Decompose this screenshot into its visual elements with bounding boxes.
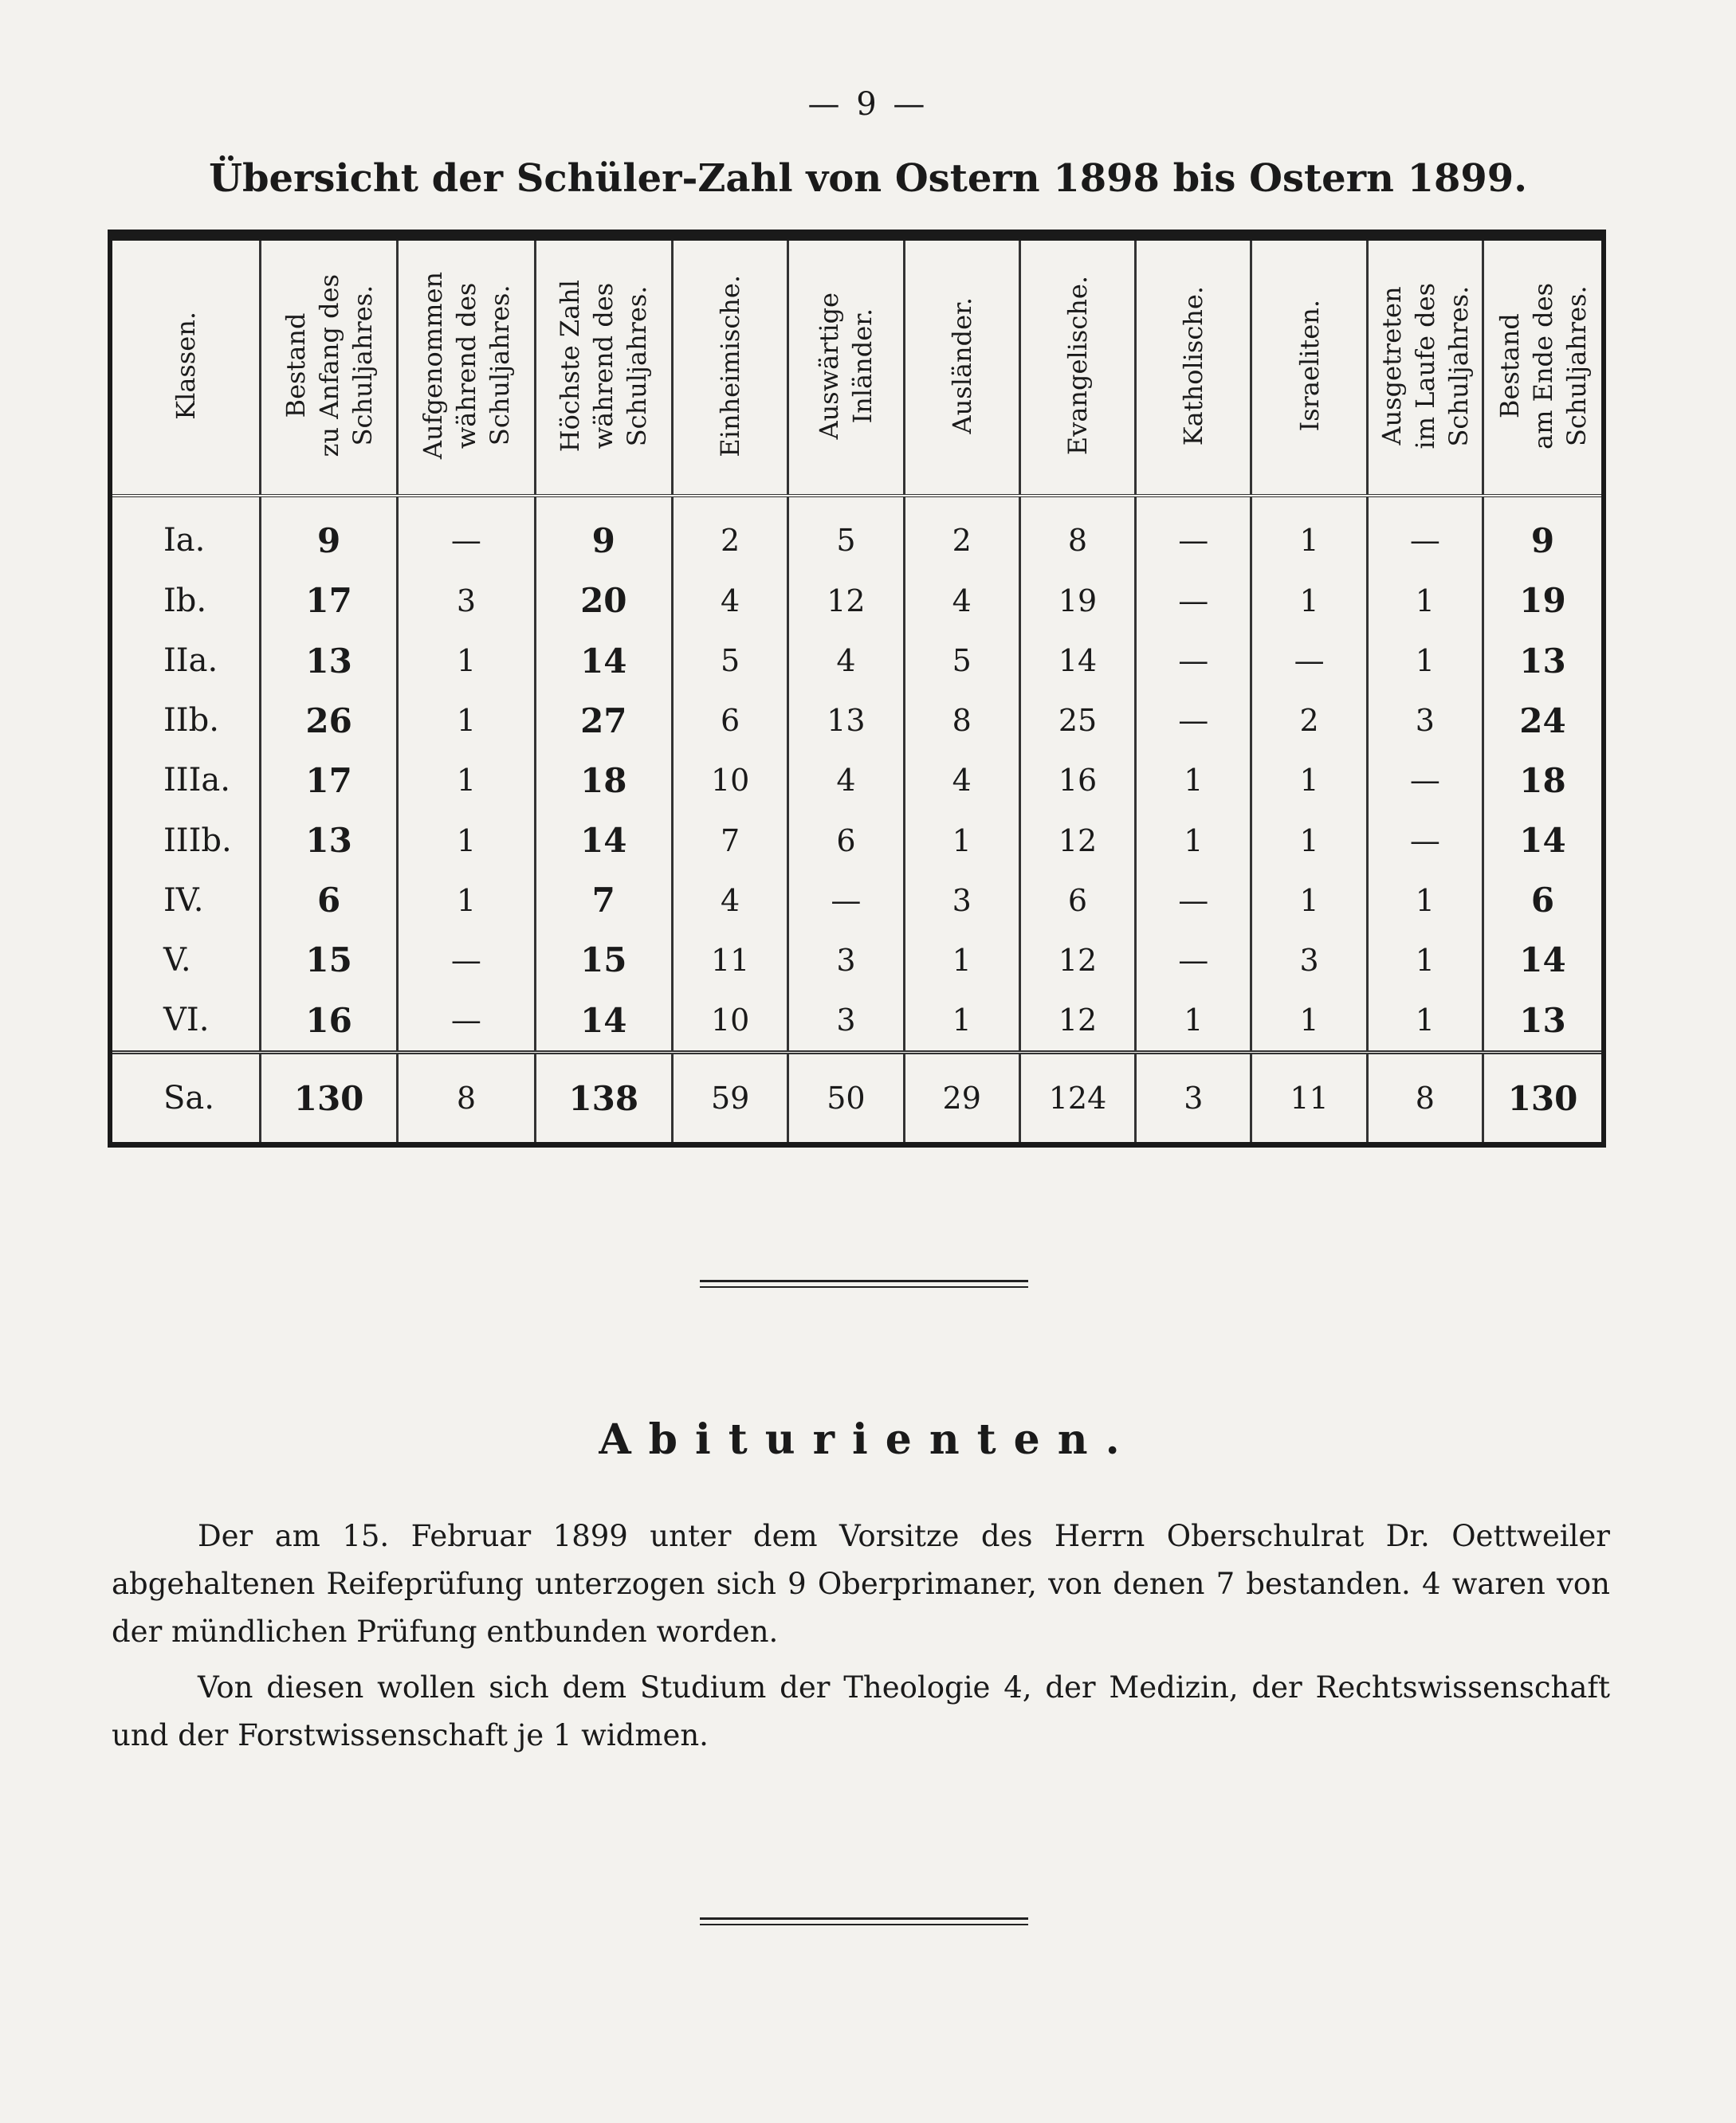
- table-row: [112, 751, 1601, 810]
- total-cell: 59: [672, 1053, 787, 1143]
- table-cell: —: [1136, 691, 1251, 751]
- table-cell: 13: [260, 810, 397, 870]
- table-cell: 18: [1483, 751, 1601, 810]
- table-row: [112, 930, 1601, 990]
- table-cell: 1: [1251, 751, 1367, 810]
- table-cell: 14: [535, 991, 672, 1053]
- header-label: Ausländer.: [946, 297, 977, 434]
- student-count-table: [108, 230, 1606, 1148]
- table-cell: 12: [788, 571, 904, 630]
- table-cell: —: [1136, 630, 1251, 690]
- table-cell: —: [1367, 751, 1483, 810]
- table-cell: 1: [1367, 870, 1483, 930]
- class-name-cell: IIa.: [163, 642, 218, 680]
- total-row: [112, 1053, 1601, 1143]
- table-cell: 17: [260, 751, 397, 810]
- table-cell: 8: [1019, 496, 1135, 571]
- header-label: Bestand zu Anfang des Schuljahres.: [280, 274, 378, 457]
- table-cell: 3: [788, 930, 904, 990]
- table-cell: 6: [788, 810, 904, 870]
- table-row: [112, 870, 1601, 930]
- table-cell: 9: [535, 496, 672, 571]
- table-row: [112, 496, 1601, 571]
- table-row: [112, 691, 1601, 751]
- table-cell: 15: [535, 930, 672, 990]
- table-cell: —: [1136, 930, 1251, 990]
- table-row: [112, 571, 1601, 630]
- table-cell: —: [1136, 571, 1251, 630]
- table-cell: 5: [672, 630, 787, 690]
- header-label: Ausgetreten im Laufe des Schuljahres.: [1376, 282, 1474, 449]
- table-cell: 10: [672, 751, 787, 810]
- total-label-cell: Sa.: [112, 1053, 260, 1143]
- table-cell: 20: [535, 571, 672, 630]
- class-name-cell: IIIb.: [163, 822, 232, 859]
- header-cell: [788, 241, 904, 496]
- header-label: Auswärtige Inländer.: [814, 292, 878, 440]
- total-cell: 130: [1483, 1053, 1601, 1143]
- table-cell: —: [1251, 630, 1367, 690]
- table-cell: 24: [1483, 691, 1601, 751]
- table-cell: —: [788, 870, 904, 930]
- table-cell: 1: [398, 691, 535, 751]
- table-cell: 1: [1251, 810, 1367, 870]
- total-cell: 3: [1136, 1053, 1251, 1143]
- table-cell: 2: [1251, 691, 1367, 751]
- header-cell: [1136, 241, 1251, 496]
- header-cell: [398, 241, 535, 496]
- table-cell: 14: [1483, 930, 1601, 990]
- table-cell: 7: [535, 870, 672, 930]
- table-cell: 16: [1019, 751, 1135, 810]
- table-row: [112, 810, 1601, 870]
- table-cell: 1: [1136, 991, 1251, 1053]
- table-cell: 27: [535, 691, 672, 751]
- class-name-cell: VI.: [163, 1002, 210, 1039]
- table-cell: —: [1136, 496, 1251, 571]
- table-cell: —: [1136, 870, 1251, 930]
- header-cell: [260, 241, 397, 496]
- table-cell: 1: [398, 870, 535, 930]
- table-cell: 5: [788, 496, 904, 571]
- page-number: — 9 —: [807, 86, 929, 123]
- table-cell: 1: [1367, 571, 1483, 630]
- header-row: [112, 241, 1601, 496]
- table-cell: 3: [1367, 691, 1483, 751]
- total-cell: 29: [904, 1053, 1019, 1143]
- header-cell: [1483, 241, 1601, 496]
- table-cell: 4: [904, 571, 1019, 630]
- abiturienten-paragraph-1: Der am 15. Februar 1899 unter dem Vorsitze des Herrn Oberschulrat Dr. Oettweiler abgehaltenen Reifeprüfung unterzogen sich 9 Oberprimaner, von denen 7 bestanden. 4 waren von der mündlichen Prüfung entbunden worden.: [112, 1519, 1610, 1649]
- total-cell: 130: [260, 1053, 397, 1143]
- abiturienten-paragraph-2: Von diesen wollen sich dem Studium der Theologie 4, der Medizin, der Rechtswissenschaft und der Forstwissenschaft je 1 widmen.: [112, 1670, 1610, 1752]
- table-cell: 16: [260, 991, 397, 1053]
- table-cell: 13: [1483, 630, 1601, 690]
- table-cell: 1: [1367, 991, 1483, 1053]
- table-cell: 5: [904, 630, 1019, 690]
- table-cell: 3: [904, 870, 1019, 930]
- table-cell: 14: [1019, 630, 1135, 690]
- table-cell: 15: [260, 930, 397, 990]
- class-name-cell: IIIa.: [163, 762, 230, 799]
- total-cell: 124: [1019, 1053, 1135, 1143]
- table-cell: 4: [672, 571, 787, 630]
- total-cell: 11: [1251, 1053, 1367, 1143]
- header-label: Bestand am Ende des Schuljahres.: [1494, 282, 1592, 449]
- table-cell: —: [398, 496, 535, 571]
- table-cell: 14: [535, 810, 672, 870]
- table-cell: 11: [672, 930, 787, 990]
- divider-rule: [700, 1280, 1028, 1288]
- table-cell: 1: [1251, 991, 1367, 1053]
- header-label: Klassen.: [170, 312, 201, 420]
- table-cell: 4: [788, 751, 904, 810]
- table-cell: 2: [672, 496, 787, 571]
- table-cell: 13: [788, 691, 904, 751]
- table-cell: —: [398, 991, 535, 1053]
- table-cell: —: [398, 930, 535, 990]
- header-cell: [1367, 241, 1483, 496]
- table-cell: 6: [672, 691, 787, 751]
- table-cell: 3: [1251, 930, 1367, 990]
- total-cell: 8: [1367, 1053, 1483, 1143]
- table-title: Übersicht der Schüler-Zahl von Ostern 1898 bis Ostern 1899.: [209, 156, 1527, 201]
- class-name-cell: IIb.: [163, 702, 219, 740]
- table-cell: 4: [788, 630, 904, 690]
- class-name-cell: Ia.: [163, 522, 206, 559]
- table-cell: 12: [1019, 930, 1135, 990]
- table-cell: 10: [672, 991, 787, 1053]
- table-cell: 14: [1483, 810, 1601, 870]
- total-cell: 50: [788, 1053, 904, 1143]
- table-cell: 1: [1251, 870, 1367, 930]
- table-cell: 1: [1367, 630, 1483, 690]
- table-row: [112, 991, 1601, 1053]
- table-cell: 14: [535, 630, 672, 690]
- table-cell: 4: [904, 751, 1019, 810]
- header-cell: [535, 241, 672, 496]
- table-body: [112, 496, 1601, 1053]
- table-cell: 1: [904, 930, 1019, 990]
- header-label: Israeliten.: [1294, 300, 1325, 432]
- header-label: Katholische.: [1178, 285, 1209, 446]
- table-cell: 4: [672, 870, 787, 930]
- table-cell: 6: [1483, 870, 1601, 930]
- table-cell: 8: [904, 691, 1019, 751]
- table-cell: 13: [1483, 991, 1601, 1053]
- table-cell: 18: [535, 751, 672, 810]
- table-cell: 1: [904, 810, 1019, 870]
- table-cell: 2: [904, 496, 1019, 571]
- table-cell: 1: [398, 810, 535, 870]
- total-cell: 138: [535, 1053, 672, 1143]
- table-cell: 19: [1483, 571, 1601, 630]
- class-name-cell: Ib.: [163, 582, 207, 619]
- divider-rule: [700, 1917, 1028, 1925]
- table-cell: 1: [904, 991, 1019, 1053]
- class-name-cell: IV.: [163, 881, 204, 919]
- table-cell: 1: [1367, 930, 1483, 990]
- table-cell: 7: [672, 810, 787, 870]
- table-row: [112, 630, 1601, 690]
- table-cell: 9: [260, 496, 397, 571]
- table-cell: —: [1367, 810, 1483, 870]
- table-cell: 13: [260, 630, 397, 690]
- header-label: Evangelische.: [1062, 276, 1093, 456]
- table-cell: 17: [260, 571, 397, 630]
- header-label: Einheimische.: [715, 274, 746, 457]
- header-cell: [112, 241, 260, 496]
- table-cell: 1: [398, 751, 535, 810]
- table-cell: 1: [1136, 751, 1251, 810]
- table-cell: 19: [1019, 571, 1135, 630]
- table-cell: 1: [1251, 571, 1367, 630]
- table-cell: 3: [788, 991, 904, 1053]
- header-cell: [672, 241, 787, 496]
- table-cell: 1: [1251, 496, 1367, 571]
- header-label: Höchste Zahl während des Schuljahres.: [555, 279, 653, 453]
- total-cell: 8: [398, 1053, 535, 1143]
- header-label: Aufgenommen während des Schuljahres.: [417, 272, 515, 460]
- table-cell: —: [1367, 496, 1483, 571]
- table-cell: 1: [398, 630, 535, 690]
- table-cell: 9: [1483, 496, 1601, 571]
- table-cell: 6: [260, 870, 397, 930]
- table-cell: 12: [1019, 991, 1135, 1053]
- table-cell: 26: [260, 691, 397, 751]
- header-cell: [1019, 241, 1135, 496]
- table-cell: 1: [1136, 810, 1251, 870]
- table-cell: 3: [398, 571, 535, 630]
- header-cell: [1251, 241, 1367, 496]
- table-cell: 6: [1019, 870, 1135, 930]
- abiturienten-heading: Abiturienten.: [599, 1415, 1137, 1464]
- table-cell: 25: [1019, 691, 1135, 751]
- header-cell: [904, 241, 1019, 496]
- class-name-cell: V.: [163, 941, 191, 979]
- table-cell: 12: [1019, 810, 1135, 870]
